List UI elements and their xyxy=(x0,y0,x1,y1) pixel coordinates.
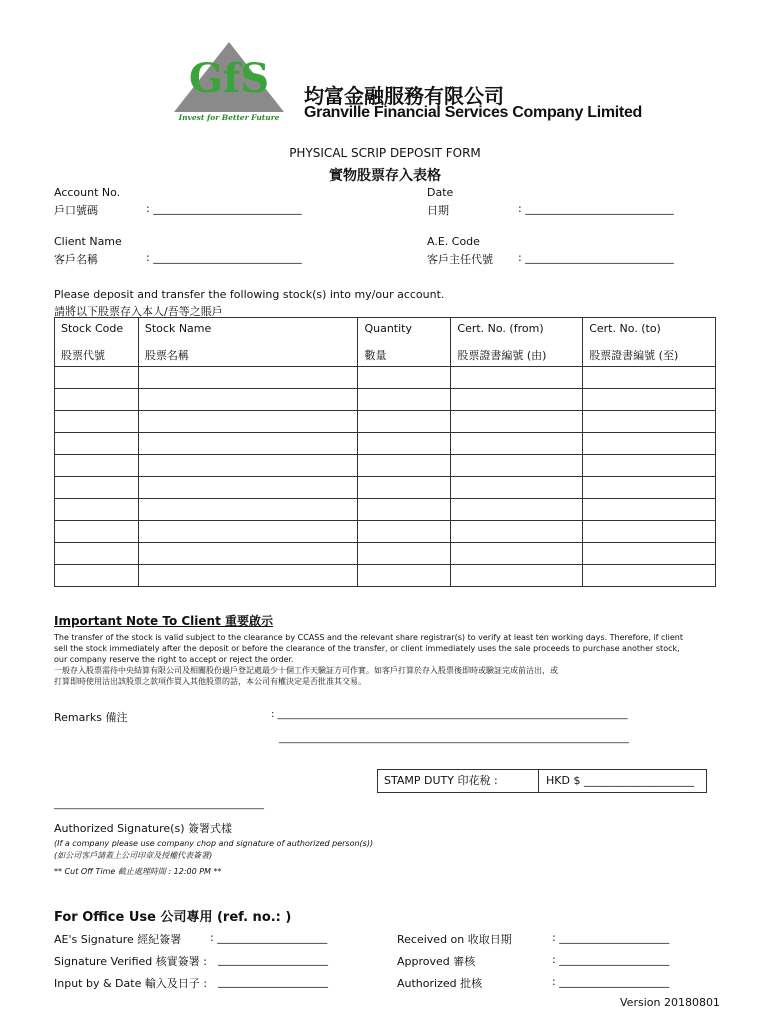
stamp-duty-label: STAMP DUTY 印花稅 : xyxy=(378,770,539,792)
quantity-cell[interactable] xyxy=(358,499,451,521)
stock-name-cell[interactable] xyxy=(138,499,358,521)
stock-code-cell[interactable] xyxy=(55,521,139,543)
company-name-cn: 均富金融服務有限公司 xyxy=(304,84,504,108)
stock-name-cell[interactable] xyxy=(138,455,358,477)
stock-code-cell[interactable] xyxy=(55,543,139,565)
stock-code-cell[interactable] xyxy=(55,499,139,521)
stock-name-cell[interactable] xyxy=(138,521,358,543)
office-use-title: For Office Use 公司專用 (ref. no.: ) xyxy=(54,910,292,925)
table-row xyxy=(55,565,716,587)
table-row xyxy=(55,477,716,499)
cert-to-cell[interactable] xyxy=(583,367,716,389)
stock-name-cell[interactable] xyxy=(138,389,358,411)
received-on-field[interactable]: : ____________________ xyxy=(552,931,670,944)
quantity-cell[interactable] xyxy=(358,543,451,565)
stamp-duty-box xyxy=(377,769,707,793)
quantity-cell[interactable] xyxy=(358,521,451,543)
stamp-duty-amount[interactable]: HKD $ ____________________ xyxy=(546,774,694,787)
table-header-row xyxy=(55,318,716,367)
signature-verified-field[interactable]: ____________________ xyxy=(218,953,328,966)
stock-code-cell[interactable] xyxy=(55,389,139,411)
date-label: Date xyxy=(427,186,454,199)
cert-to-cell[interactable] xyxy=(583,411,716,433)
company-name-en: Granville Financial Services Company Limited xyxy=(304,104,643,121)
date-field[interactable]: : ___________________________ xyxy=(518,202,674,215)
remarks-label: Remarks 備注 xyxy=(54,711,128,724)
cert-from-cell[interactable] xyxy=(451,389,583,411)
cert-to-cell[interactable] xyxy=(583,433,716,455)
table-row xyxy=(55,543,716,565)
table-row xyxy=(55,367,716,389)
cert-to-cell[interactable] xyxy=(583,521,716,543)
account-no-label: Account No. xyxy=(54,186,121,199)
cert-to-cell[interactable] xyxy=(583,543,716,565)
logo-slogan: Invest for Better Future xyxy=(178,113,280,122)
version-label: Version 20180801 xyxy=(620,996,720,1009)
cert-from-cell[interactable] xyxy=(451,367,583,389)
quantity-cell[interactable] xyxy=(358,477,451,499)
header-cert-from: Cert. No. (from) 股票證書編號 (由) xyxy=(451,318,583,367)
client-name-label: Client Name xyxy=(54,235,122,248)
table-row xyxy=(55,455,716,477)
cert-to-cell[interactable] xyxy=(583,477,716,499)
ae-code-field[interactable]: : ___________________________ xyxy=(518,251,674,264)
header-stock-name: Stock Name 股票名稱 xyxy=(138,318,358,367)
approved-label: Approved 審核 xyxy=(397,955,476,968)
table-row xyxy=(55,433,716,455)
ae-code-label: A.E. Code xyxy=(427,235,480,248)
stock-code-cell[interactable] xyxy=(55,411,139,433)
deposit-instruction-cn: 請將以下股票存入本人/吾等之賬戶 xyxy=(54,305,223,318)
client-name-field[interactable]: : ___________________________ xyxy=(146,251,302,264)
table-row xyxy=(55,521,716,543)
signature-line[interactable]: __________________________________________ xyxy=(54,799,264,810)
signature-verified-label: Signature Verified 核實簽署 : xyxy=(54,955,207,968)
input-by-field[interactable]: ____________________ xyxy=(218,975,328,988)
cert-from-cell[interactable] xyxy=(451,411,583,433)
received-on-label: Received on 收取日期 xyxy=(397,933,512,946)
quantity-cell[interactable] xyxy=(358,411,451,433)
header-cert-to: Cert. No. (to) 股票證書編號 (至) xyxy=(583,318,716,367)
form-title: PHYSICAL SCRIP DEPOSIT FORM xyxy=(289,146,481,160)
stock-code-cell[interactable] xyxy=(55,367,139,389)
authorized-field[interactable]: : ____________________ xyxy=(552,975,670,988)
cert-from-cell[interactable] xyxy=(451,477,583,499)
table-row xyxy=(55,499,716,521)
cert-from-cell[interactable] xyxy=(451,499,583,521)
signature-note-cn: (如公司客戶請蓋上公司印章及授權代表簽署) xyxy=(54,851,213,860)
cert-from-cell[interactable] xyxy=(451,543,583,565)
important-note-title: Important Note To Client 重要啟示 xyxy=(54,614,273,628)
input-by-label: Input by & Date 輸入及日子 : xyxy=(54,977,208,990)
account-no-label-cn: 戶口號碼 xyxy=(54,204,98,217)
remarks-line-2[interactable]: ______________________________________________________________________ xyxy=(279,733,629,744)
cert-to-cell[interactable] xyxy=(583,455,716,477)
stock-code-cell[interactable] xyxy=(55,565,139,587)
stock-name-cell[interactable] xyxy=(138,565,358,587)
header-quantity: Quantity 數量 xyxy=(358,318,451,367)
quantity-cell[interactable] xyxy=(358,455,451,477)
approved-field[interactable]: : ____________________ xyxy=(552,953,670,966)
stock-name-cell[interactable] xyxy=(138,477,358,499)
authorized-label: Authorized 批核 xyxy=(397,977,483,990)
cert-from-cell[interactable] xyxy=(451,521,583,543)
ae-code-label-cn: 客戶主任代號 xyxy=(427,253,493,266)
stock-name-cell[interactable] xyxy=(138,433,358,455)
quantity-cell[interactable] xyxy=(358,389,451,411)
stock-name-cell[interactable] xyxy=(138,543,358,565)
stock-table xyxy=(54,317,716,587)
stock-code-cell[interactable] xyxy=(55,433,139,455)
stock-code-cell[interactable] xyxy=(55,477,139,499)
table-row xyxy=(55,411,716,433)
quantity-cell[interactable] xyxy=(358,433,451,455)
ae-signature-label: AE's Signature 經紀簽署 xyxy=(54,933,182,946)
date-label-cn: 日期 xyxy=(427,204,449,217)
table-row xyxy=(55,389,716,411)
cert-to-cell[interactable] xyxy=(583,389,716,411)
important-note-body: The transfer of the stock is valid subject to the clearance by CCASS and the relevant share registrar(s) to verify at least ten working days. Therefore, if client sell the stock immediately after the deposit or before the clearance of the transfer, or client immediately uses the sale proceeds to purchase another stock, our company reserve the right to accept or reject the order. 一般存入股票需待中央結算有限公司及相關股份過戶登記處最少十個工作天驗証方可作實。如客戶打算於存入股票後即時或驗証完成前沽出，或 打算即時使用沽出該股票之款項作買入其他股票的話，本公司有權決定是否批准其交易。 xyxy=(54,633,683,686)
remarks-line-1[interactable]: : ______________________________________________________________________ xyxy=(271,709,628,720)
signature-note-en: (If a company please use company chop and signature of authorized person(s)) xyxy=(54,839,374,848)
cert-to-cell[interactable] xyxy=(583,499,716,521)
quantity-cell[interactable] xyxy=(358,565,451,587)
form-title-cn: 實物股票存入表格 xyxy=(329,168,441,184)
stock-code-cell[interactable] xyxy=(55,455,139,477)
account-no-field[interactable]: : ___________________________ xyxy=(146,202,302,215)
stock-name-cell[interactable] xyxy=(138,411,358,433)
cert-from-cell[interactable] xyxy=(451,455,583,477)
client-name-label-cn: 客戶名稱 xyxy=(54,253,98,266)
cert-from-cell[interactable] xyxy=(451,565,583,587)
cert-to-cell[interactable] xyxy=(583,565,716,587)
cutoff-time: ** Cut Off Time 截止處理時間 : 12:00 PM ** xyxy=(54,867,222,876)
stock-name-cell[interactable] xyxy=(138,367,358,389)
signature-label: Authorized Signature(s) 簽署式樣 xyxy=(54,822,232,835)
ae-signature-field[interactable]: : ____________________ xyxy=(210,931,328,944)
company-logo xyxy=(172,40,286,122)
deposit-instruction: Please deposit and transfer the following stock(s) into my/our account. xyxy=(54,288,445,301)
header-stock-code: Stock Code 股票代號 xyxy=(55,318,139,367)
quantity-cell[interactable] xyxy=(358,367,451,389)
logo-text: GfS xyxy=(188,55,270,102)
cert-from-cell[interactable] xyxy=(451,433,583,455)
